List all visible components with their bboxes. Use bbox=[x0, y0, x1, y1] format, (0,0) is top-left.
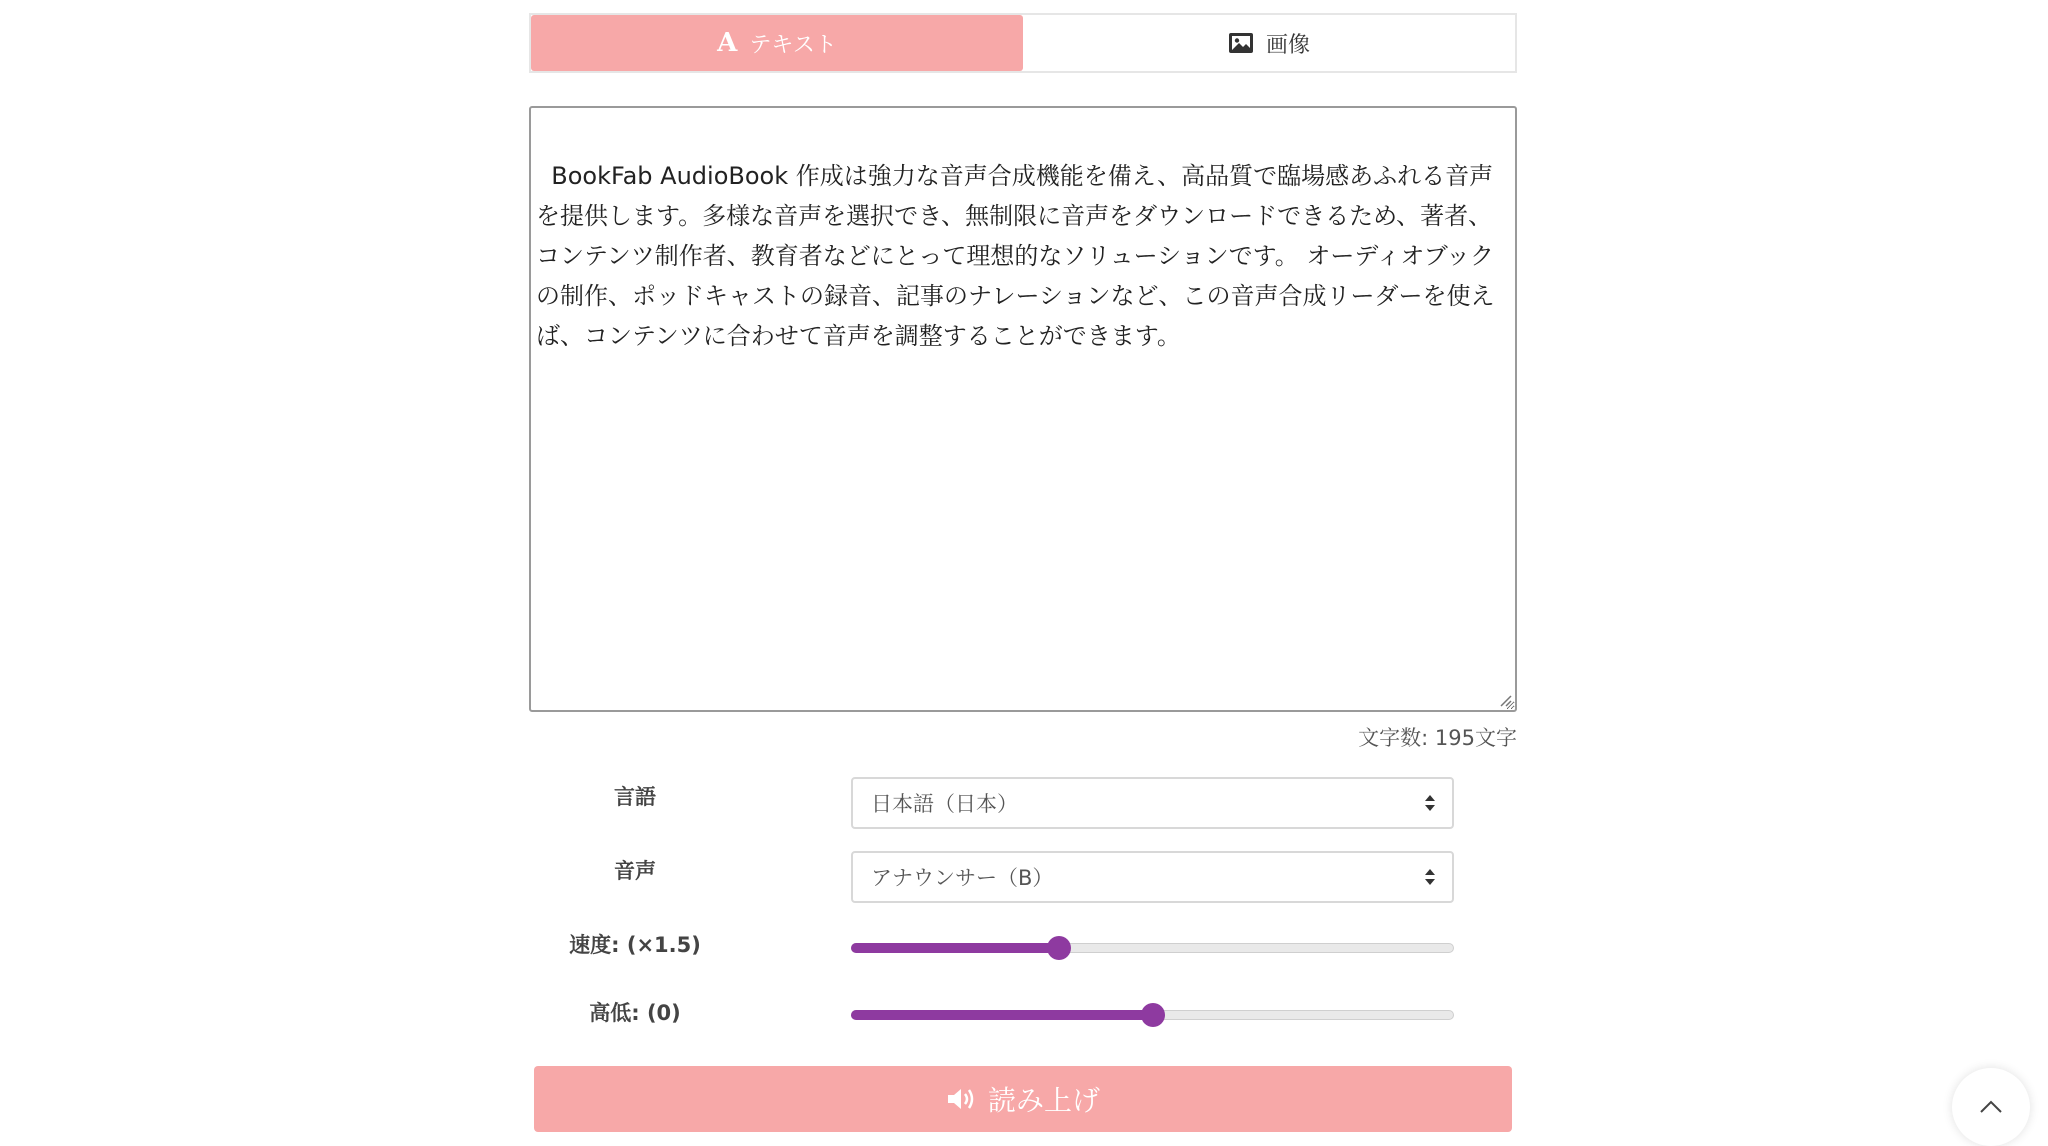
language-selected-value: 日本語（日本） bbox=[871, 792, 1018, 816]
speaker-icon bbox=[946, 1086, 976, 1112]
font-a-icon: A bbox=[717, 28, 738, 58]
resize-handle-icon[interactable] bbox=[1498, 693, 1512, 707]
tab-text-label: テキスト bbox=[749, 32, 837, 58]
select-caret-icon bbox=[1424, 794, 1436, 812]
pitch-slider-fill bbox=[851, 1010, 1153, 1020]
language-select[interactable] bbox=[851, 777, 1454, 829]
character-count: 文字数: 195文字 bbox=[1358, 726, 1517, 750]
pitch-slider-thumb[interactable] bbox=[1141, 1003, 1165, 1027]
select-caret-icon bbox=[1424, 868, 1436, 886]
pitch-slider[interactable] bbox=[851, 1000, 1454, 1030]
speed-slider[interactable] bbox=[851, 933, 1454, 963]
tab-text[interactable] bbox=[531, 15, 1023, 71]
speed-slider-thumb[interactable] bbox=[1047, 936, 1071, 960]
language-label: 言語 bbox=[614, 785, 656, 809]
pitch-label: 高低: (0) bbox=[589, 1001, 681, 1025]
text-input-value: BookFab AudioBook 作成は強力な音声合成機能を備え、高品質で臨場感あふれる音声を提供します。多様な音声を選択でき、無制限に音声をダウンロードできるため、著者、コンテンツ制作者、教育者などにとって理想的なソリューションです。 オーディオブックの制作、ポッドキャストの録音、記事のナレーションなど、この音声合成リーダーを使えば、コンテンツに合わせて音声を調整することができます。 bbox=[536, 162, 1495, 350]
read-aloud-button[interactable] bbox=[534, 1066, 1512, 1132]
image-icon bbox=[1228, 32, 1254, 54]
read-aloud-label: 読み上げ bbox=[987, 1085, 1100, 1116]
text-input-area[interactable] bbox=[529, 106, 1517, 712]
voice-label: 音声 bbox=[614, 859, 656, 883]
speed-slider-fill bbox=[851, 943, 1059, 953]
voice-select[interactable] bbox=[851, 851, 1454, 903]
tab-image-label: 画像 bbox=[1265, 32, 1310, 58]
scroll-to-top-button[interactable] bbox=[1952, 1068, 2030, 1146]
voice-selected-value: アナウンサー（B） bbox=[871, 866, 1054, 890]
input-mode-tabs bbox=[529, 13, 1517, 73]
speed-label: 速度: (×1.5) bbox=[569, 933, 701, 957]
tab-image[interactable] bbox=[1023, 15, 1515, 71]
chevron-up-icon bbox=[1978, 1099, 2004, 1115]
